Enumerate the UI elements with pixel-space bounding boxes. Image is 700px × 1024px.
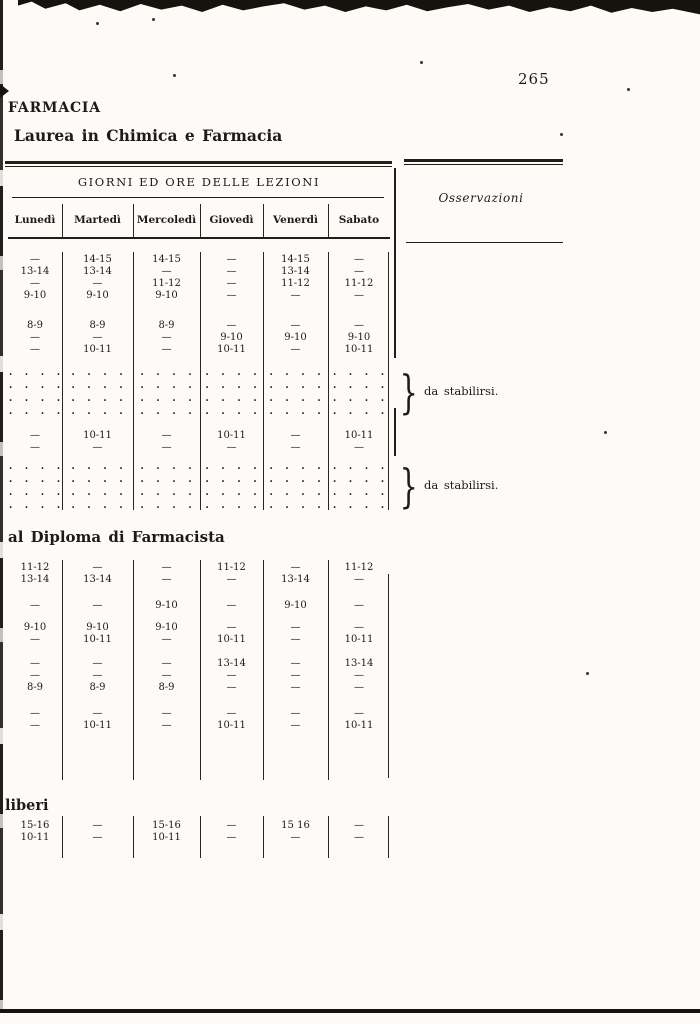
time-cell: 10-11 <box>83 720 112 731</box>
time-cell: 10-11 <box>83 634 112 645</box>
time-cell: 9-10 <box>284 600 307 611</box>
time-cell: — <box>161 670 172 681</box>
timetable-row <box>8 562 390 574</box>
time-cell: — <box>92 278 103 289</box>
column-separator <box>200 560 201 780</box>
time-cell: — <box>226 290 237 301</box>
dotted-cell: . . . . <box>269 474 322 485</box>
dotted-cell: . . . . <box>140 474 193 485</box>
column-separator <box>328 252 329 510</box>
column-separator <box>62 252 63 510</box>
liberi-heading: liberi <box>5 797 49 814</box>
time-cell: 10-11 <box>152 832 181 843</box>
time-cell: 13-14 <box>83 574 112 585</box>
timetable-row <box>8 430 390 442</box>
time-cell: 9-10 <box>220 332 243 343</box>
dotted-cell: . . . . <box>71 500 124 511</box>
dotted-cell: . . . . <box>332 393 386 404</box>
column-separator <box>133 204 134 238</box>
timetable-row <box>8 320 390 332</box>
timetable-row <box>8 344 390 356</box>
time-cell: — <box>161 442 172 453</box>
timetable-row <box>8 634 390 646</box>
time-cell: — <box>30 332 40 343</box>
time-cell: — <box>290 442 301 453</box>
dotted-row <box>8 460 390 473</box>
table-right-edge <box>388 816 389 858</box>
time-cell: — <box>92 658 103 669</box>
time-cell: — <box>161 634 172 645</box>
time-cell: 10-11 <box>344 430 374 441</box>
timetable-row <box>8 290 390 302</box>
timetable-group <box>8 254 390 302</box>
timetable-group <box>8 820 390 844</box>
timetable-group <box>8 622 390 646</box>
dotted-group <box>8 365 499 419</box>
time-cell: 8-9 <box>89 320 106 331</box>
dotted-cell: . . . . <box>332 500 386 511</box>
time-cell: — <box>161 708 172 719</box>
timetable-row <box>8 600 390 612</box>
column-separator <box>200 252 201 510</box>
time-cell: 10-11 <box>20 832 50 843</box>
observations-underline <box>406 242 563 243</box>
time-cell: 10-11 <box>344 720 374 731</box>
time-cell: — <box>226 708 237 719</box>
dotted-cell: . . . . <box>8 380 62 391</box>
dotted-row <box>8 486 390 499</box>
dotted-cell: . . . . <box>140 393 193 404</box>
dotted-cell: . . . . <box>71 461 124 472</box>
dotted-cell: . . . . <box>8 367 62 378</box>
time-cell: — <box>354 254 364 265</box>
time-cell: 13-14 <box>344 658 374 669</box>
column-separator <box>62 560 63 780</box>
time-cell: — <box>92 332 103 343</box>
timetable-group <box>8 562 390 586</box>
dotted-cell: . . . . <box>71 393 124 404</box>
page-number: 265 <box>518 70 550 88</box>
time-cell: — <box>354 442 364 453</box>
day-header-3: Mercoledì <box>136 214 197 226</box>
timetable-group <box>8 658 390 694</box>
time-cell: — <box>226 670 237 681</box>
time-cell: — <box>161 720 172 731</box>
brace-glyph: } <box>399 365 418 419</box>
dotted-cell: . . . . <box>269 393 322 404</box>
time-cell: — <box>226 622 237 633</box>
time-cell: 8-9 <box>158 682 175 693</box>
time-cell: — <box>30 658 40 669</box>
day-header-row <box>8 204 390 237</box>
dotted-cell: . . . . <box>332 406 386 417</box>
day-header-2: Martedì <box>74 214 121 226</box>
time-cell: — <box>30 278 40 289</box>
timetable-row <box>8 278 390 290</box>
time-cell: — <box>290 708 301 719</box>
column-separator <box>328 816 329 858</box>
time-cell: 13-14 <box>217 658 246 669</box>
time-cell: — <box>161 266 172 277</box>
time-cell: — <box>92 832 103 843</box>
dotted-cell: . . . . <box>71 474 124 485</box>
dotted-cell: . . . . <box>332 367 386 378</box>
time-cell: — <box>354 600 364 611</box>
time-cell: 9-10 <box>155 622 178 633</box>
da-stabilirsi-note: da stabilirsi. <box>424 477 499 492</box>
top-rule-right-thin <box>404 164 563 165</box>
time-cell: 11-12 <box>152 278 181 289</box>
subsection-heading: Laurea in Chimica e Farmacia <box>14 126 283 145</box>
column-separator <box>328 560 329 780</box>
dotted-cell: . . . . <box>332 380 386 391</box>
dotted-cell: . . . . <box>205 500 258 511</box>
dotted-row <box>8 473 390 486</box>
time-cell: — <box>30 344 40 355</box>
day-header-5: Venerdì <box>272 214 319 226</box>
dotted-cell: . . . . <box>332 487 386 498</box>
time-cell: 9-10 <box>23 622 47 633</box>
dotted-cell: . . . . <box>332 461 386 472</box>
dotted-cell: . . . . <box>205 406 258 417</box>
liberi-timetable <box>8 816 390 860</box>
time-cell: — <box>290 634 301 645</box>
time-cell: — <box>226 832 237 843</box>
time-cell: — <box>290 670 301 681</box>
dotted-cell: . . . . <box>205 487 258 498</box>
time-cell: 10-11 <box>83 344 112 355</box>
time-cell: 10-11 <box>217 634 246 645</box>
day-header-1: Lunedì <box>14 214 56 226</box>
dotted-cell: . . . . <box>332 474 386 485</box>
day-header-4: Giovedì <box>209 214 254 226</box>
column-separator <box>263 816 264 858</box>
dotted-cell: . . . . <box>71 487 124 498</box>
time-cell: — <box>30 430 40 441</box>
time-cell: — <box>30 670 40 681</box>
left-scan-strip <box>0 0 3 1010</box>
dotted-cell: . . . . <box>140 406 193 417</box>
dotted-row <box>8 392 390 405</box>
time-cell: — <box>226 266 237 277</box>
time-cell: — <box>226 682 237 693</box>
time-cell: 10-11 <box>344 344 374 355</box>
top-rule-left-thin <box>5 166 392 167</box>
column-separator <box>133 816 134 858</box>
days-underline <box>8 237 390 239</box>
scan-speckle <box>627 88 630 91</box>
da-stabilirsi-note: da stabilirsi. <box>424 383 499 398</box>
column-separator <box>62 204 63 238</box>
time-cell: 14-15 <box>152 254 181 265</box>
time-cell: — <box>30 720 40 731</box>
time-cell: — <box>290 832 301 843</box>
time-cell: — <box>161 562 172 573</box>
table-right-edge <box>388 574 389 778</box>
dotted-cell: . . . . <box>269 406 322 417</box>
time-cell: — <box>161 574 172 585</box>
table-right-edge <box>388 252 389 510</box>
time-cell: 10-11 <box>217 720 246 731</box>
column-separator <box>200 204 201 238</box>
time-cell: — <box>30 634 40 645</box>
time-cell: — <box>226 254 237 265</box>
time-cell: 10-11 <box>217 430 246 441</box>
timetable-row <box>8 832 390 844</box>
column-separator <box>200 816 201 858</box>
column-separator <box>133 560 134 780</box>
bottom-scan-line <box>0 1009 700 1013</box>
timetable-row <box>8 442 390 454</box>
top-rule-left-thick <box>5 161 392 164</box>
column-separator <box>263 204 264 238</box>
dotted-cell: . . . . <box>269 487 322 498</box>
time-cell: 13-14 <box>20 574 50 585</box>
scan-speckle <box>96 22 99 25</box>
column-separator <box>62 816 63 858</box>
dotted-group <box>8 459 499 513</box>
time-cell: 9-10 <box>23 290 47 301</box>
time-cell: 13-14 <box>281 574 310 585</box>
time-cell: — <box>161 332 172 343</box>
time-cell: 9-10 <box>86 622 109 633</box>
column-separator <box>263 560 264 780</box>
time-cell: — <box>226 442 237 453</box>
timetable-row <box>8 332 390 344</box>
time-cell: — <box>354 574 364 585</box>
time-cell: 8-9 <box>26 682 44 693</box>
dotted-cell: . . . . <box>205 367 258 378</box>
section-heading: FARMACIA <box>8 100 101 116</box>
time-cell: 11-12 <box>281 278 310 289</box>
time-cell: — <box>30 708 40 719</box>
dotted-cell: . . . . <box>140 367 193 378</box>
diploma-timetable <box>8 558 390 782</box>
timetable-row <box>8 670 390 682</box>
time-cell: — <box>30 254 40 265</box>
time-cell: — <box>92 670 103 681</box>
time-cell: — <box>290 320 301 331</box>
giorni-underline <box>12 197 384 198</box>
timetable-row <box>8 720 390 732</box>
dotted-cell: . . . . <box>269 380 322 391</box>
column-separator <box>263 252 264 510</box>
time-cell: — <box>354 670 364 681</box>
top-scan-band <box>18 0 700 16</box>
dotted-row <box>8 366 390 379</box>
dotted-cell: . . . . <box>140 461 193 472</box>
timetable-group <box>8 430 390 454</box>
dotted-cell: . . . . <box>8 393 62 404</box>
time-cell: 9-10 <box>155 600 178 611</box>
time-cell: — <box>161 658 172 669</box>
time-cell: 13-14 <box>281 266 310 277</box>
time-cell: 9-10 <box>86 290 109 301</box>
dotted-cell: . . . . <box>8 461 62 472</box>
time-cell: 15-16 <box>152 820 181 831</box>
time-cell: 11-12 <box>20 562 50 573</box>
dotted-cell: . . . . <box>269 367 322 378</box>
time-cell: 15-16 <box>20 820 50 831</box>
time-cell: — <box>92 562 103 573</box>
time-cell: — <box>161 430 172 441</box>
time-cell: — <box>226 600 237 611</box>
time-cell: — <box>30 442 40 453</box>
dotted-cell: . . . . <box>205 474 258 485</box>
column-separator <box>328 204 329 238</box>
timetable-row <box>8 574 390 586</box>
time-cell: 9-10 <box>155 290 178 301</box>
dotted-cell: . . . . <box>140 500 193 511</box>
scan-speckle <box>420 61 423 64</box>
dotted-cell: . . . . <box>269 500 322 511</box>
time-cell: 8-9 <box>158 320 175 331</box>
time-cell: — <box>354 290 364 301</box>
dotted-cell: . . . . <box>205 461 258 472</box>
time-cell: — <box>290 622 301 633</box>
time-cell: — <box>354 266 364 277</box>
time-cell: — <box>92 442 103 453</box>
time-cell: 11-12 <box>344 562 374 573</box>
time-cell: — <box>354 622 364 633</box>
time-cell: 14-15 <box>281 254 310 265</box>
time-cell: — <box>92 708 103 719</box>
time-cell: — <box>290 682 301 693</box>
time-cell: — <box>92 820 103 831</box>
time-cell: 10-11 <box>83 430 112 441</box>
time-cell: — <box>226 820 237 831</box>
dotted-row <box>8 405 390 418</box>
timetable-group <box>8 600 390 612</box>
table-group-title: GIORNI ED ORE DELLE LEZIONI <box>77 175 321 189</box>
time-cell: 11-12 <box>344 278 374 289</box>
time-cell: 10-11 <box>217 344 246 355</box>
time-cell: — <box>290 430 301 441</box>
timetable-row <box>8 658 390 670</box>
time-cell: 15 16 <box>281 820 310 831</box>
brace-glyph: } <box>399 459 418 513</box>
time-cell: — <box>290 720 301 731</box>
dotted-cell: . . . . <box>8 487 62 498</box>
dotted-cell: . . . . <box>205 393 258 404</box>
observations-header: Osservazioni <box>438 191 524 205</box>
time-cell: — <box>354 320 364 331</box>
dotted-cell: . . . . <box>269 461 322 472</box>
time-cell: 14-15 <box>83 254 112 265</box>
scan-speckle <box>173 74 176 77</box>
time-cell: 13-14 <box>20 266 50 277</box>
laurea-timetable <box>8 248 499 516</box>
timetable-row <box>8 622 390 634</box>
scan-speckle <box>604 431 607 434</box>
dotted-cell: . . . . <box>205 380 258 391</box>
time-cell: — <box>290 290 301 301</box>
scan-speckle <box>560 133 563 136</box>
time-cell: — <box>92 600 103 611</box>
timetable-row <box>8 254 390 266</box>
time-cell: 8-9 <box>89 682 106 693</box>
column-separator <box>133 252 134 510</box>
dotted-cell: . . . . <box>71 380 124 391</box>
dotted-row <box>8 379 390 392</box>
dotted-cell: . . . . <box>8 500 62 511</box>
time-cell: — <box>30 600 40 611</box>
time-cell: 10-11 <box>344 634 374 645</box>
scan-speckle <box>152 18 155 21</box>
time-cell: — <box>354 708 364 719</box>
dotted-cell: . . . . <box>71 367 124 378</box>
time-cell: — <box>290 562 301 573</box>
time-cell: — <box>290 344 301 355</box>
timetable-row <box>8 820 390 832</box>
time-cell: 9-10 <box>347 332 371 343</box>
dotted-cell: . . . . <box>8 406 62 417</box>
timetable-row <box>8 708 390 720</box>
day-header-6: Sabato <box>338 214 380 226</box>
observations-divider-lower <box>394 408 396 456</box>
time-cell: 8-9 <box>26 320 44 331</box>
diploma-heading: al Diploma di Farmacista <box>8 528 225 546</box>
time-cell: — <box>226 574 237 585</box>
dotted-cell: . . . . <box>140 487 193 498</box>
time-cell: — <box>161 344 172 355</box>
observations-divider-upper <box>394 168 396 358</box>
time-cell: 13-14 <box>83 266 112 277</box>
time-cell: — <box>226 320 237 331</box>
timetable-group <box>8 320 390 356</box>
time-cell: — <box>354 832 364 843</box>
dotted-cell: . . . . <box>71 406 124 417</box>
time-cell: — <box>226 278 237 289</box>
time-cell: 9-10 <box>284 332 307 343</box>
timetable-row <box>8 266 390 278</box>
top-rule-right-thick <box>404 159 563 162</box>
timetable-group <box>8 708 390 732</box>
time-cell: — <box>290 658 301 669</box>
scan-speckle <box>586 672 589 675</box>
dotted-cell: . . . . <box>140 380 193 391</box>
time-cell: — <box>354 820 364 831</box>
time-cell: 11-12 <box>217 562 246 573</box>
left-edge-mark <box>0 84 9 98</box>
dotted-row <box>8 499 390 512</box>
time-cell: — <box>354 682 364 693</box>
dotted-cell: . . . . <box>8 474 62 485</box>
timetable-row <box>8 682 390 694</box>
